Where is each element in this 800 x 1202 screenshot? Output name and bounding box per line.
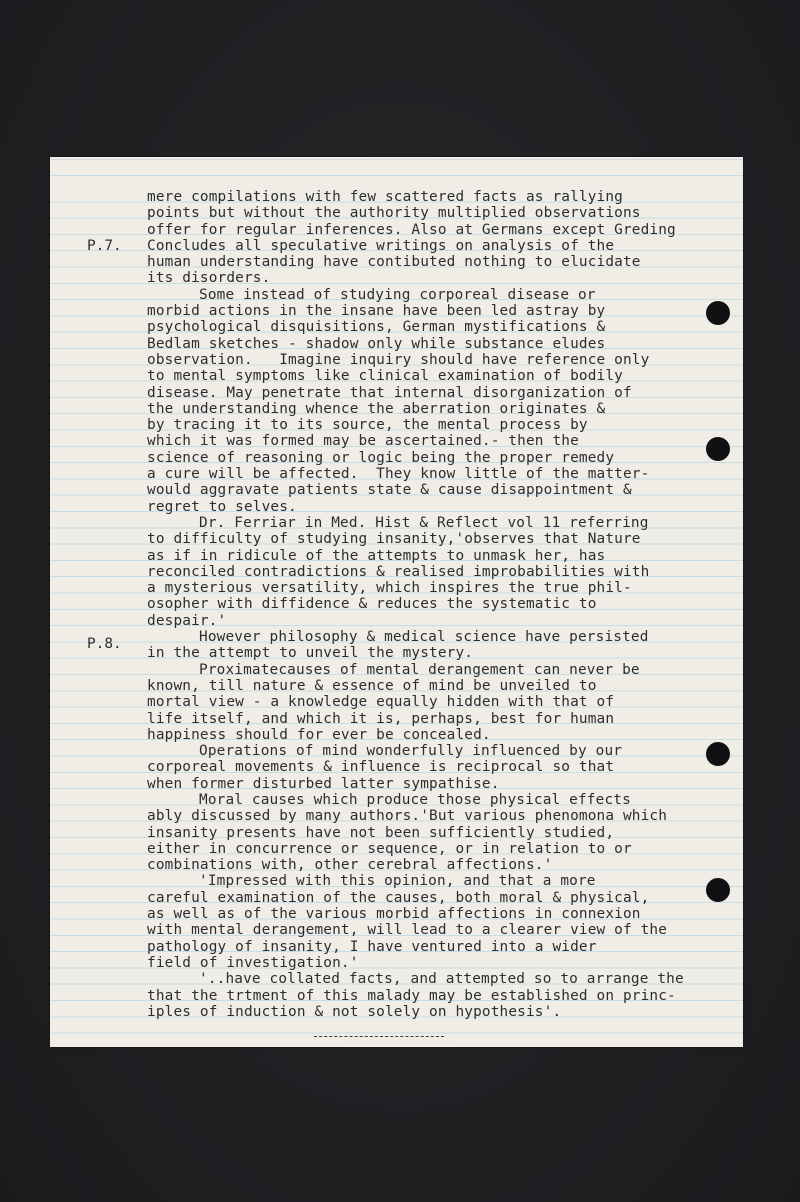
text-line: science of reasoning or logic being the proper remedy — [147, 449, 615, 466]
text-line: Moral causes which produce those physical effects — [199, 791, 631, 808]
text-line: '..have collated facts, and attempted so to arrange the — [199, 971, 684, 988]
text-line: in the attempt to unveil the mystery. — [147, 645, 474, 662]
text-line: its disorders. — [147, 270, 271, 287]
text-line: Proximatecauses of mental derangement can never be — [199, 661, 640, 678]
text-line: careful examination of the causes, both moral & physical, — [147, 889, 650, 906]
text-line: life itself, and which it is, perhaps, best for human — [147, 710, 615, 727]
text-line: by tracing it to its source, the mental process by — [147, 417, 588, 434]
text-line: the understanding whence the aberration originates & — [147, 400, 606, 417]
text-line: 'Impressed with this opinion, and that a more — [199, 873, 596, 890]
typed-text-body — [147, 189, 743, 1020]
text-line: pathology of insanity, I have ventured into a wider — [147, 938, 597, 955]
text-line: would aggravate patients state & cause disappointment & — [147, 482, 632, 499]
text-line: that the trtment of this malady may be established on princ- — [147, 987, 676, 1004]
text-line: to mental symptoms like clinical examination of bodily — [147, 368, 623, 385]
text-line: either in concurrence or sequence, or in relation to or — [147, 840, 632, 857]
text-line: osopher with diffidence & reduces the systematic to — [147, 596, 597, 613]
text-line: to difficulty of studying insanity,'observes that Nature — [147, 531, 641, 548]
margin-note-p8: P.8. — [87, 636, 122, 652]
text-line: despair.' — [147, 612, 227, 629]
text-line: known, till nature & essence of mind be unveiled to — [147, 677, 597, 694]
text-line: ably discussed by many authors.'But various phenomona which — [147, 808, 668, 825]
text-line: Some instead of studying corporeal disease or — [199, 286, 596, 303]
text-line: disease. May penetrate that internal disorganization of — [147, 384, 632, 401]
text-line: iples of induction & not solely on hypothesis'. — [147, 1003, 562, 1020]
text-line: Dr. Ferriar in Med. Hist & Reflect vol 11 referring — [199, 514, 649, 531]
text-line: with mental derangement, will lead to a clearer view of the — [147, 922, 668, 939]
text-line: Bedlam sketches - shadow only while substance eludes — [147, 335, 606, 352]
closing-rule — [314, 1036, 444, 1037]
text-line: a cure will be affected. They know little of the matter- — [147, 466, 650, 483]
text-line: observation. Imagine inquiry should have reference only — [147, 351, 650, 368]
text-line: morbid actions in the insane have been led astray by — [147, 303, 606, 320]
text-line: a mysterious versatility, which inspires the true phil- — [147, 580, 632, 597]
margin-note-p7: P.7. — [87, 238, 122, 254]
text-line: human understanding have contibuted nothing to elucidate — [147, 254, 641, 271]
text-line: reconciled contradictions & realised improbabilities with — [147, 563, 650, 580]
text-line: which it was formed may be ascertained.- then the — [147, 433, 579, 450]
text-line: as well as of the various morbid affections in connexion — [147, 906, 641, 923]
text-line: field of investigation.' — [147, 954, 359, 971]
text-line: Operations of mind wonderfully influenced by our — [199, 743, 623, 760]
text-line: mortal view - a knowledge equally hidden with that of — [147, 694, 615, 711]
text-line: psychological disquisitions, German mystifications & — [147, 319, 606, 336]
text-line: offer for regular inferences. Also at Germans except Greding — [147, 221, 676, 238]
text-line: mere compilations with few scattered facts as rallying — [147, 189, 623, 205]
text-line: corporeal movements & influence is reciprocal so that — [147, 759, 615, 776]
text-line: regret to selves. — [147, 498, 297, 515]
text-line: Concludes all speculative writings on analysis of the — [147, 237, 615, 254]
text-line: combinations with, other cerebral affections.' — [147, 857, 553, 874]
typed-page — [50, 157, 743, 1047]
text-line: as if in ridicule of the attempts to unmask her, has — [147, 547, 606, 564]
text-line: when former disturbed latter sympathise. — [147, 775, 500, 792]
text-line: However philosophy & medical science have persisted — [199, 629, 649, 646]
text-line: points but without the authority multiplied observations — [147, 205, 641, 222]
text-line: happiness should for ever be concealed. — [147, 726, 491, 743]
text-line: insanity presents have not been sufficiently studied, — [147, 824, 615, 841]
